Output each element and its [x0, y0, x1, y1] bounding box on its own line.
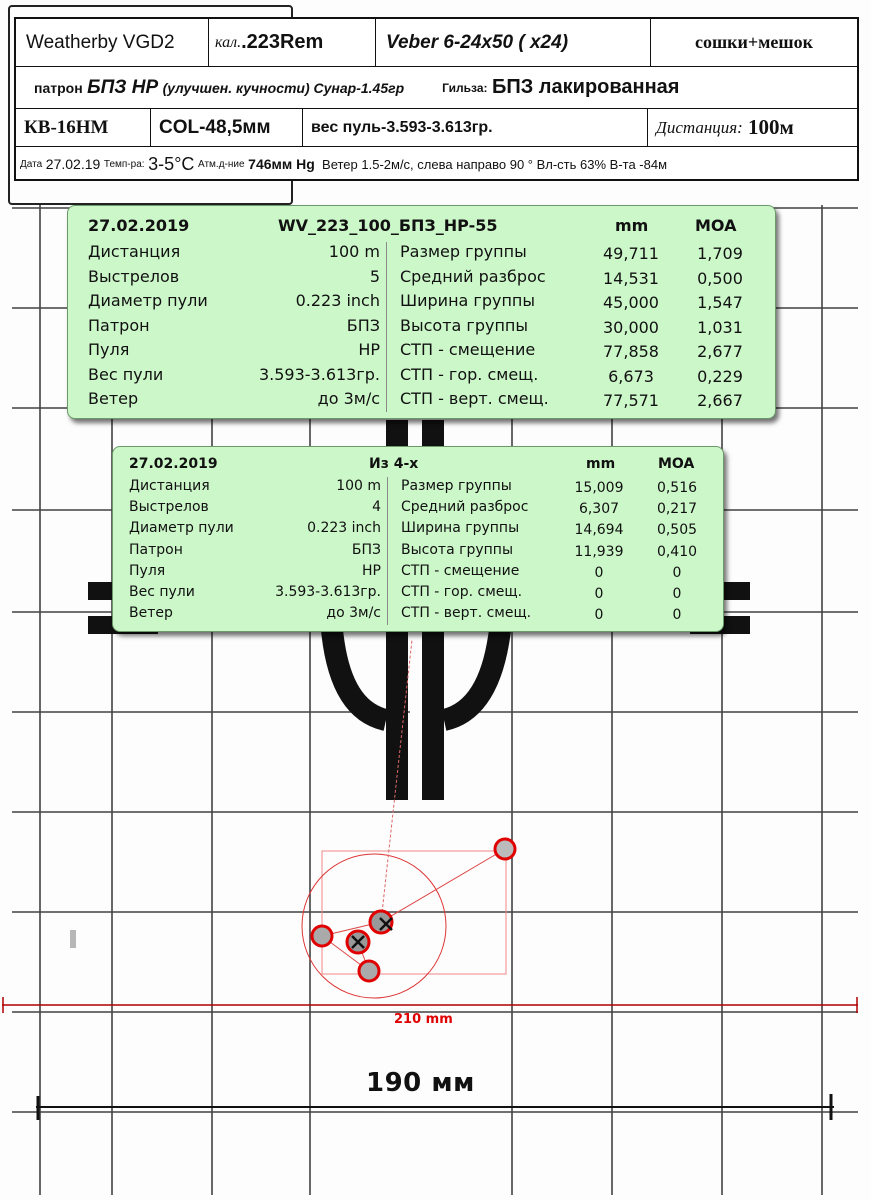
col-mm-header: mm [615, 216, 649, 235]
metric-mm-value: 0 [594, 564, 604, 581]
param-label: Выстрелов [129, 499, 209, 516]
metric-label: СТП - верт. смещ. [401, 605, 532, 622]
param-label: Пуля [88, 340, 130, 359]
param-value: 100 m [328, 242, 380, 261]
scale-190mm-label: 190 мм [366, 1068, 475, 1098]
panel-title: Из 4-х [369, 456, 419, 472]
date-value: 27.02.19 [45, 156, 101, 172]
panel-divider [386, 242, 387, 412]
metric-moa-value: 0 [672, 607, 682, 624]
metric-moa-value: 0,516 [656, 480, 698, 496]
bullet-hole-marker [312, 839, 515, 981]
param-label: Выстрелов [88, 266, 180, 286]
metric-label: СТП - смещение [400, 340, 536, 359]
case-value: БПЗ лакированная [491, 76, 680, 98]
distance-cell [648, 109, 857, 146]
metric-label: СТП - гор. смещ. [401, 584, 523, 600]
param-value: 0.223 inch [295, 291, 380, 310]
param-label: Диаметр пули [88, 291, 208, 310]
param-label: Ветер [88, 389, 139, 408]
metric-moa-value: 1,031 [697, 317, 743, 337]
cartridge-row [16, 67, 857, 108]
scale-210mm-label: 210 mm [394, 1012, 453, 1027]
wind-humidity: Ветер 1.5-2м/с, слева направо 90 ° Вл-сть 63% В-та -84м [322, 156, 668, 172]
metric-mm-value: 45,000 [603, 293, 659, 312]
temp-value: 3-5°C [148, 153, 195, 174]
param-value: 4 [372, 499, 381, 516]
param-label: Вес пули [88, 364, 164, 384]
cartridge-note: (улучшен. кучности) Сунар-1.45гр [162, 79, 405, 96]
metric-moa-value: 0,505 [656, 522, 698, 539]
metric-mm-value: 15,009 [574, 480, 624, 496]
panel-divider [387, 477, 388, 625]
bullet-weight-label: вес пуль-3.593-3.613гр. [303, 109, 648, 146]
temp-label: Темп-ра: [103, 158, 145, 170]
metric-mm-value: 11,939 [574, 543, 624, 560]
param-value: 100 m [336, 478, 381, 494]
metric-mm-value: 14,531 [603, 268, 659, 288]
metric-label: Средний разброс [401, 499, 529, 516]
metric-moa-value: 0,410 [656, 543, 698, 560]
param-label: Пуля [129, 562, 166, 579]
metric-moa-value: 1,547 [697, 293, 743, 312]
param-label: Вес пули [129, 584, 195, 600]
metric-moa-value: 2,677 [697, 342, 743, 361]
metric-moa-value: 2,667 [697, 391, 743, 410]
caliber-cell [209, 19, 376, 66]
metric-moa-value: 0 [672, 564, 682, 581]
rifle-name: Weatherby VGD2 [16, 19, 209, 66]
metric-moa-value: 0,229 [697, 366, 743, 386]
metric-mm-value: 49,711 [603, 244, 659, 263]
metric-mm-value: 6,307 [578, 501, 620, 518]
panel-date: 27.02.2019 [88, 216, 190, 235]
caliber-value: .223Rem [241, 31, 324, 53]
pressure-value: 746мм Hg [248, 156, 315, 172]
metric-label: Высота группы [400, 315, 528, 335]
tag-label: КВ-16НМ [16, 109, 151, 146]
param-value: 5 [369, 266, 380, 286]
col-moa-header: MOA [695, 216, 737, 235]
param-value: 3.593-3.613гр. [275, 584, 381, 600]
metric-mm-value: 0 [594, 586, 604, 602]
metric-moa-value: 0,217 [656, 501, 698, 518]
metric-label: Размер группы [400, 242, 527, 261]
metric-mm-value: 14,694 [574, 522, 624, 539]
col-label: COL-48,5мм [151, 109, 303, 146]
param-label: Диаметр пули [129, 520, 234, 537]
metric-label: СТП - гор. смещ. [400, 364, 539, 384]
param-value: до 3м/с [326, 605, 381, 622]
param-value: до 3м/с [317, 389, 380, 408]
param-label: Дистанция [88, 242, 181, 261]
case-label: Гильза: [442, 80, 488, 95]
metric-mm-value: 77,858 [603, 342, 659, 361]
stats-panel-four-shots [112, 446, 724, 632]
cartridge-value: БПЗ HP [87, 76, 159, 98]
param-value: БПЗ [346, 315, 380, 335]
metric-label: Ширина группы [401, 520, 520, 537]
caliber-label: кал. [215, 33, 242, 51]
metric-mm-value: 6,673 [608, 366, 654, 386]
param-value: HP [358, 340, 380, 359]
metric-label: СТП - верт. смещ. [400, 389, 549, 408]
panel-date: 27.02.2019 [129, 456, 218, 472]
metric-mm-value: 77,571 [603, 391, 659, 410]
col-mm-header: mm [586, 456, 616, 472]
param-value: 0.223 inch [307, 520, 381, 537]
metric-mm-value: 30,000 [603, 317, 659, 337]
metric-label: СТП - смещение [401, 562, 520, 579]
conditions-row [16, 147, 857, 181]
distance-label: Дистанция: [656, 117, 743, 137]
date-label: Дата [20, 158, 43, 170]
metric-label: Высота группы [401, 541, 513, 558]
cartridge-label: патрон [34, 79, 83, 96]
param-value: HP [362, 562, 381, 579]
panel-title: WV_223_100_БПЗ_HP-55 [278, 216, 498, 235]
metric-label: Размер группы [401, 478, 512, 494]
metric-moa-value: 1,709 [697, 244, 743, 263]
stats-panel-all-shots [67, 205, 776, 419]
metric-label: Ширина группы [400, 291, 535, 310]
param-value: БПЗ [351, 541, 381, 558]
scope-name: Veber 6-24x50 ( x24) [376, 19, 651, 66]
pressure-label: Атм.д-ние [198, 158, 245, 170]
col-moa-header: MOA [658, 456, 695, 472]
metric-moa-value: 0 [672, 586, 682, 602]
param-label: Патрон [88, 315, 150, 335]
param-label: Патрон [129, 541, 183, 558]
param-label: Ветер [129, 605, 173, 622]
metric-mm-value: 0 [594, 607, 604, 624]
distance-value: 100м [747, 115, 794, 139]
support-type: сошки+мешок [694, 32, 813, 52]
metric-moa-value: 0,500 [697, 268, 743, 288]
metric-label: Средний разброс [400, 266, 546, 286]
param-label: Дистанция [129, 478, 210, 494]
param-value: 3.593-3.613гр. [258, 364, 380, 384]
header-table [14, 17, 859, 181]
